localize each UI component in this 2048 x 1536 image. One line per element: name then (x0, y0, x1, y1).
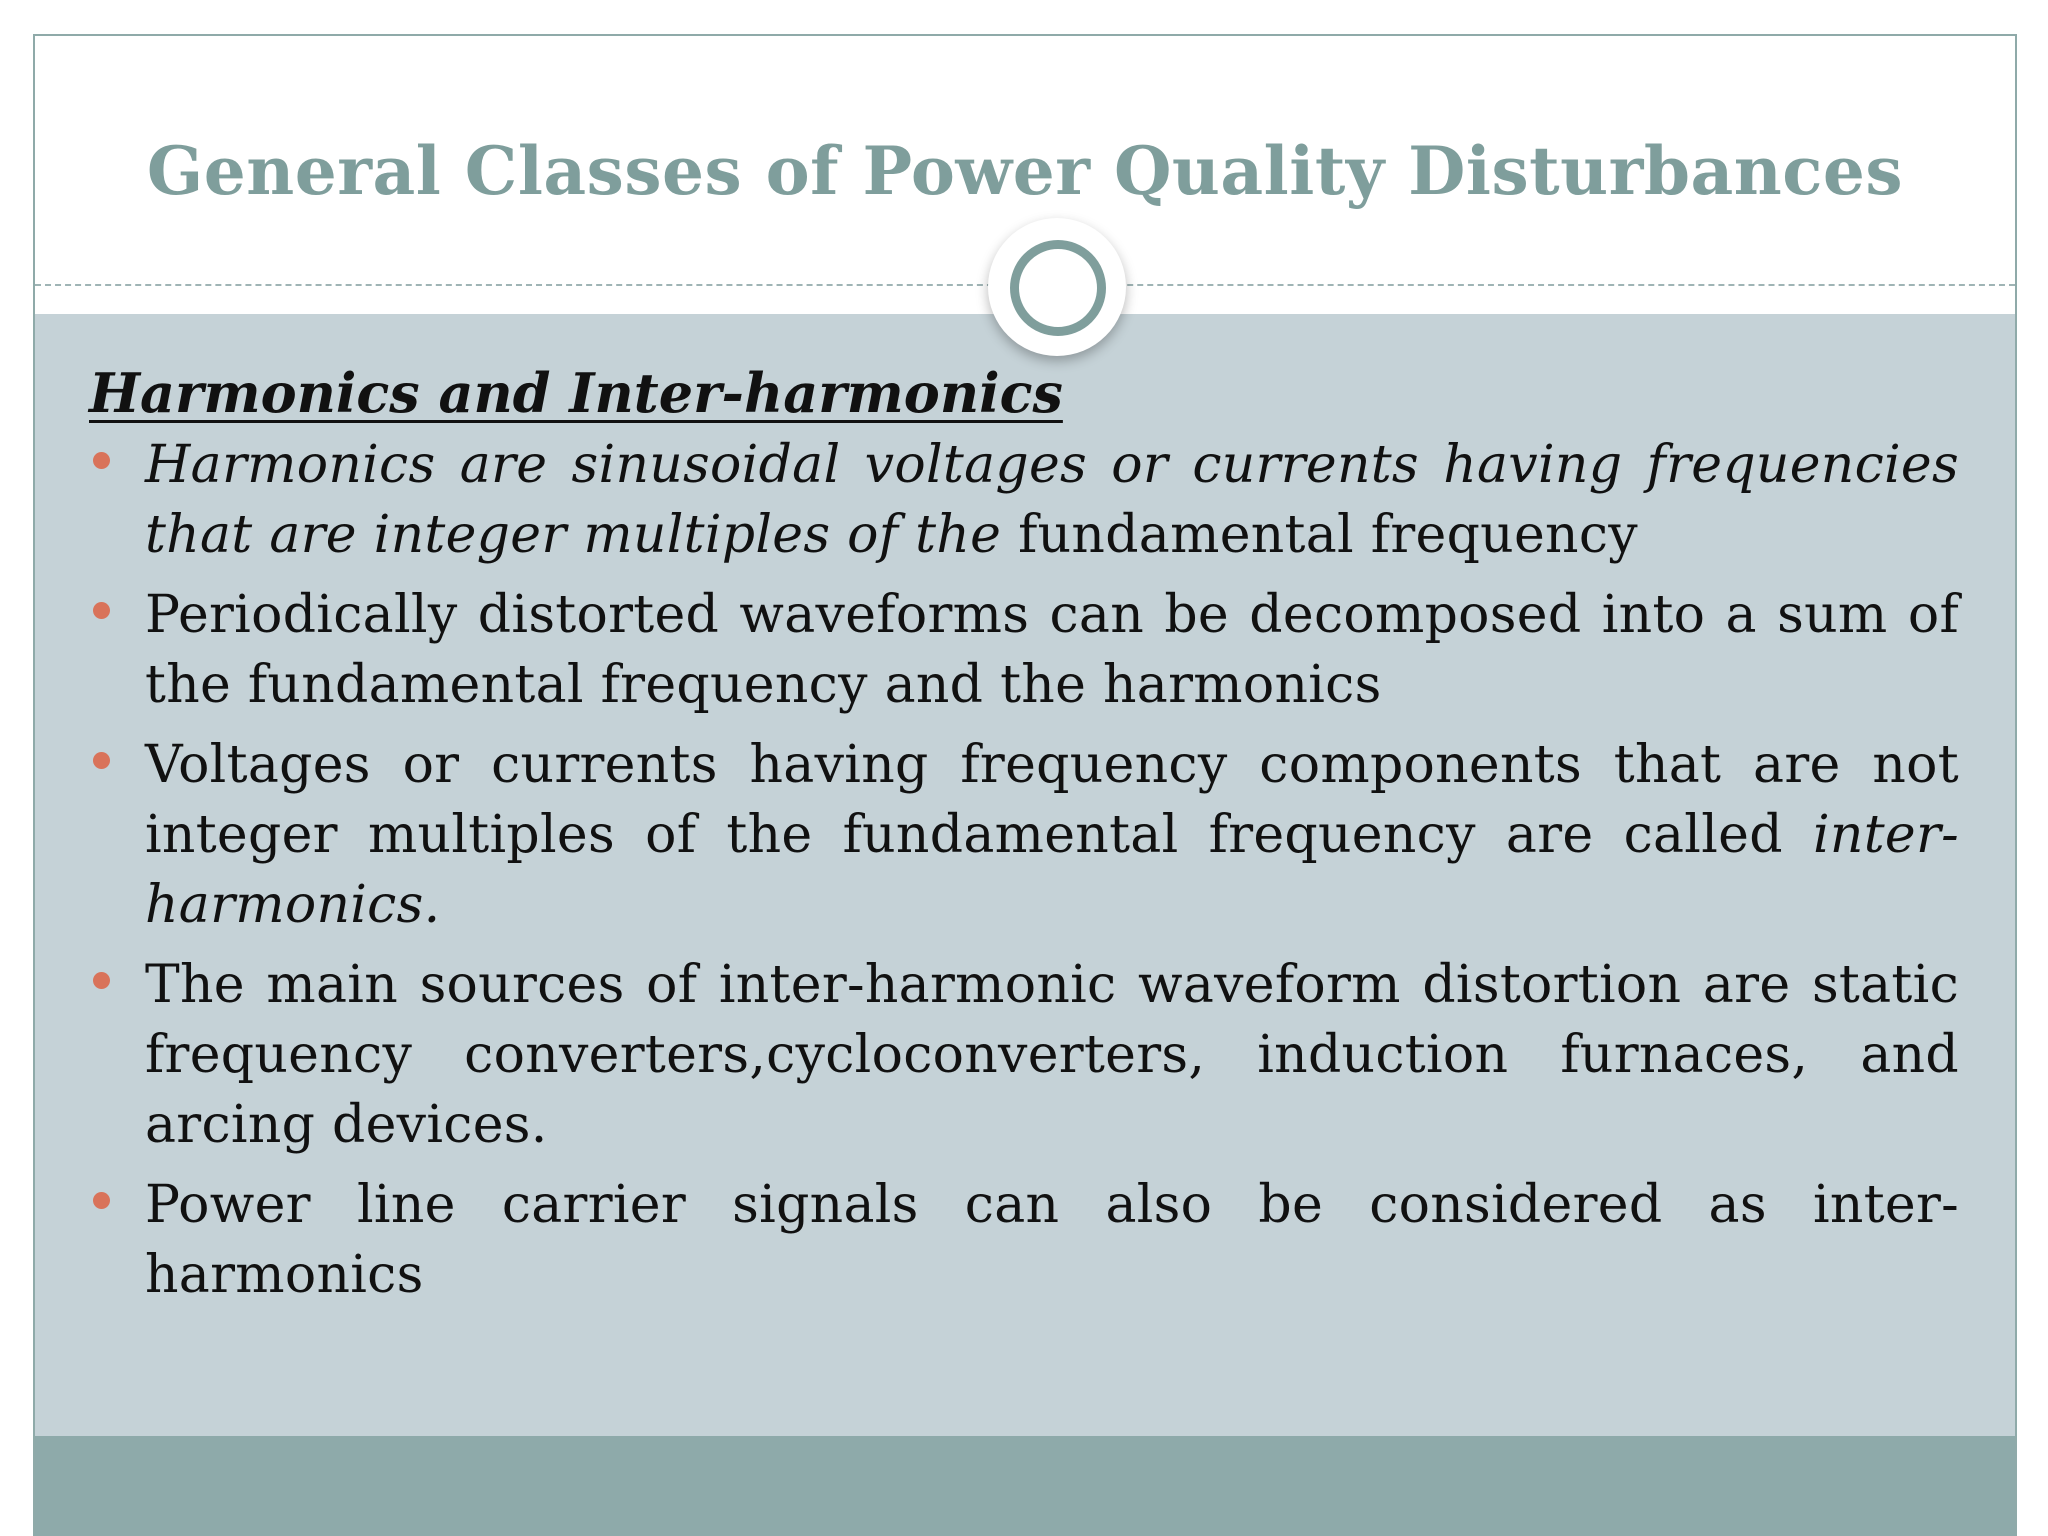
slide (33, 34, 2017, 1536)
bullet-text: Periodically distorted waveforms can be decomposed into a sum of the fundamental frequency and the harmonics (145, 585, 1959, 715)
footer-band (35, 1436, 2015, 1536)
bullet-item (89, 730, 1959, 940)
bullet-item (89, 580, 1959, 720)
slide-title: General Classes of Power Quality Disturbances (146, 132, 1904, 210)
bullet-text-italic: inter-harmonics. (145, 805, 1959, 935)
section-heading: Harmonics and Inter-harmonics (89, 361, 1063, 425)
slide-content (89, 356, 1959, 1320)
bullet-list (89, 430, 1959, 1310)
bullet-text: Power line carrier signals can also be considered as inter-harmonics (145, 1175, 1959, 1305)
bullet-item (89, 950, 1959, 1160)
bullet-item (89, 1170, 1959, 1310)
bullet-icon (93, 452, 110, 469)
bullet-icon (93, 602, 110, 619)
bullet-text: Voltages or currents having frequency components that are not integer multiples of the fundamental frequency are called (145, 735, 1959, 865)
circle-ring (1010, 240, 1106, 336)
bullet-icon (93, 972, 110, 989)
bullet-text-italic: Harmonics are sinusoidal voltages or currents having frequencies that are integer multiples of the (145, 435, 1959, 565)
bullet-text: The main sources of inter-harmonic waveform distortion are static frequency converters,cycloconverters, induction furnaces, and arcing devices. (145, 955, 1959, 1155)
circle-ornament-icon (988, 218, 1126, 356)
bullet-icon (93, 752, 110, 769)
bullet-icon (93, 1192, 110, 1209)
bullet-text: fundamental frequency (1001, 505, 1638, 565)
bullet-item (89, 430, 1959, 570)
